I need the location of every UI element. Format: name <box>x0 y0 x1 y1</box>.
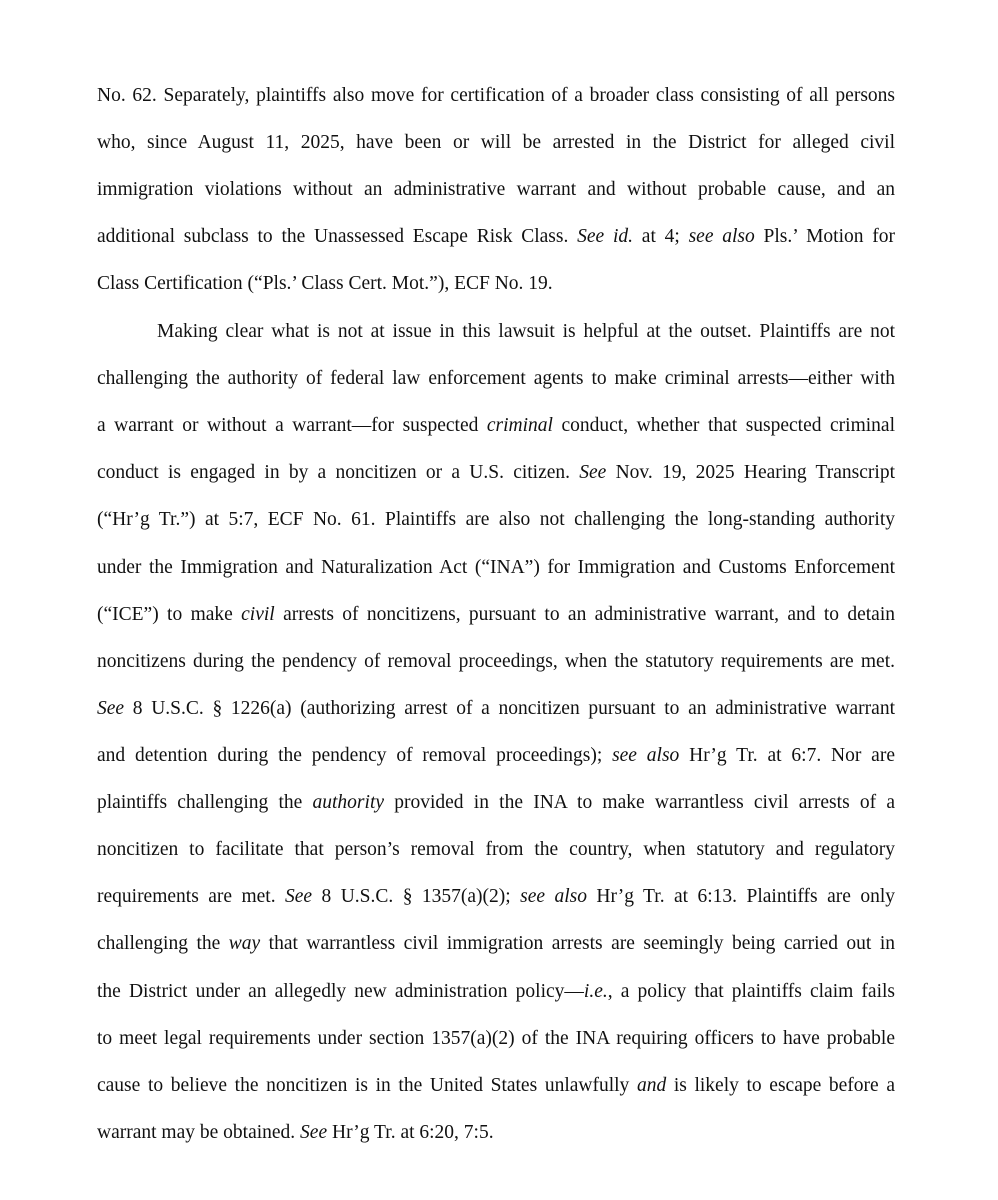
p2-line-18 <box>97 1121 895 1145</box>
text-run: additional subclass to the Unassessed Escape Risk Class. <box>97 226 578 247</box>
text-run: arrests of noncitizens, pursuant to an administrative warrant, and to detain <box>274 604 895 625</box>
emphasis: authority <box>312 792 385 813</box>
p1-line-3 <box>97 178 895 202</box>
text-run: 8 U.S.C. § 1357(a)(2); <box>312 886 521 907</box>
text-run: 8 U.S.C. § 1226(a) (authorizing arrest of a noncitizen pursuant to an administrative warrant <box>124 698 895 719</box>
text-run: provided in the INA to make warrantless civil arrests of a <box>384 792 896 813</box>
text-run: Pls.’ Motion for <box>754 226 896 247</box>
text-run: the District under an allegedly new administration policy— <box>97 981 584 1002</box>
p1-line-1 <box>97 84 895 108</box>
text-run: noncitizen to facilitate that person’s removal from the country, when statutory and regulatory <box>97 839 895 860</box>
citation-signal: see also <box>520 886 587 907</box>
text-run: noncitizens during the pendency of removal proceedings, when the statutory requirements are met. <box>97 651 895 672</box>
p2-line-10 <box>97 744 895 768</box>
text-run: immigration violations without an administrative warrant and without probable cause, and an <box>97 179 895 200</box>
text-run: who, since August 11, 2025, have been or will be arrested in the District for alleged civil <box>97 132 895 153</box>
text-run: requirements are met. <box>97 886 286 907</box>
text-run: under the Immigration and Naturalization Act (“INA”) for Immigration and Customs Enforcement <box>97 557 895 578</box>
citation-signal: See <box>579 462 607 483</box>
p2-line-4 <box>97 461 895 485</box>
text-run: conduct is engaged in by a noncitizen or a U.S. citizen. <box>97 462 580 483</box>
emphasis: criminal <box>486 415 553 436</box>
p2-line-3 <box>97 414 895 438</box>
text-run: Nov. 19, 2025 Hearing Transcript <box>606 462 895 483</box>
emphasis: civil <box>241 604 275 625</box>
text-run: plaintiffs challenging the <box>97 792 313 813</box>
text-run: Making clear what is not at issue in this lawsuit is helpful at the outset. Plaintiffs are not <box>157 321 895 342</box>
p1-line-4 <box>97 225 895 249</box>
text-run: cause to believe the noncitizen is in the United States unlawfully <box>97 1075 637 1096</box>
text-run: and detention during the pendency of removal proceedings); <box>97 745 613 766</box>
citation-signal: See <box>97 698 125 719</box>
p1-line-5 <box>97 272 895 296</box>
p2-line-17 <box>97 1074 895 1098</box>
p2-line-9 <box>97 697 895 721</box>
p2-line-6 <box>97 556 895 580</box>
p2-line-2 <box>97 367 895 391</box>
p2-line-1 <box>157 320 895 344</box>
p2-line-12 <box>97 838 895 862</box>
emphasis: i.e. <box>583 981 608 1002</box>
text-run: No. 62. Separately, plaintiffs also move for certification of a broader class consisting of all persons <box>97 85 895 106</box>
citation-signal: See <box>285 886 313 907</box>
text-run: challenging the <box>97 933 229 954</box>
citation-signal: See <box>300 1122 328 1143</box>
emphasis: way <box>228 933 261 954</box>
emphasis: and <box>636 1075 667 1096</box>
text-run: that warrantless civil immigration arrests are seemingly being carried out in <box>260 933 895 954</box>
text-run: is likely to escape before a <box>666 1075 895 1096</box>
citation-signal: see also <box>612 745 680 766</box>
text-run: conduct, whether that suspected criminal <box>552 415 895 436</box>
text-run: (“Hr’g Tr.”) at 5:7, ECF No. 61. Plaintiffs are also not challenging the long-standing authority <box>97 509 895 530</box>
text-run: Hr’g Tr. at 6:20, 7:5. <box>327 1122 494 1143</box>
p2-line-8 <box>97 650 895 674</box>
p2-line-5 <box>97 508 895 532</box>
text-run: (“ICE”) to make <box>97 604 242 625</box>
text-run: a warrant or without a warrant—for suspected <box>97 415 487 436</box>
text-run: challenging the authority of federal law enforcement agents to make criminal arrests—either with <box>97 368 895 389</box>
p1-line-2 <box>97 131 895 155</box>
text-run: Hr’g Tr. at 6:7. Nor are <box>679 745 895 766</box>
citation-signal: see also <box>688 226 755 247</box>
text-run: warrant may be obtained. <box>97 1122 301 1143</box>
p2-line-7 <box>97 603 895 627</box>
p2-line-13 <box>97 885 895 909</box>
text-run: at 4; <box>633 226 689 247</box>
text-run: to meet legal requirements under section 1357(a)(2) of the INA requiring officers to have probable <box>97 1028 895 1049</box>
p2-line-11 <box>97 791 895 815</box>
citation-signal: See id. <box>577 226 634 247</box>
text-run: Class Certification (“Pls.’ Class Cert. Mot.”), ECF No. 19. <box>97 273 553 294</box>
p2-line-16 <box>97 1027 895 1051</box>
header-link-fragment <box>738 0 798 3</box>
text-run: , a policy that plaintiffs claim fails <box>607 981 895 1002</box>
p2-line-14 <box>97 932 895 956</box>
p2-line-15 <box>97 980 895 1004</box>
text-run: Hr’g Tr. at 6:13. Plaintiffs are only <box>586 886 895 907</box>
